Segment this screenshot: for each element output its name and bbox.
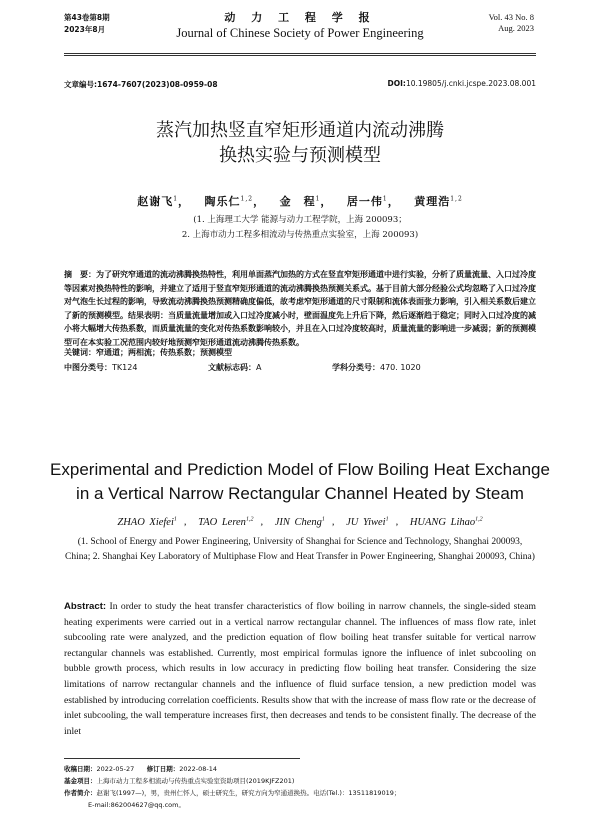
author-bio: 作者简介：赵谢飞(1997—)，男，贵州仁怀人，硕士研究生，研究方向为窄通道换热。电话(Tel.)：13511819019； xyxy=(64,789,401,797)
running-header xyxy=(0,0,600,52)
date-en: Aug. 2023 xyxy=(498,23,534,33)
title-en-line1: Experimental and Prediction Model of Flow Boiling Heat Exchange xyxy=(50,460,550,479)
header-rule-secondary xyxy=(64,55,536,56)
header-rule xyxy=(64,53,536,54)
keywords-label: 关键词： xyxy=(64,348,96,357)
subject-code: 学科分类号：470. 1020 xyxy=(331,363,421,372)
classification xyxy=(64,362,536,373)
doi xyxy=(388,79,536,88)
title-cn-line1: 蒸汽加热竖直窄矩形通道内流动沸腾 xyxy=(156,120,444,141)
author-cn: 黄理浩$^{1,2}$ xyxy=(414,195,463,208)
author-cn: 居一伟$^1$ xyxy=(346,195,388,208)
abstract-cn-label: 摘 要： xyxy=(64,270,96,279)
doi-value[interactable]: 10.19805/j.cnki.jcspe.2023.08.001 xyxy=(405,79,536,88)
title-cn-line2: 换热实验与预测模型 xyxy=(219,145,381,166)
fund: 基金项目：上海市动力工程多相流动与传热重点实验室资助项目(2019KJFZ201) xyxy=(64,777,295,785)
author-en: TAO Leren$^{1,2}$ xyxy=(198,516,254,528)
title-en-line2: in a Vertical Narrow Rectangular Channel Heated by Steam xyxy=(76,484,524,503)
affiliations-cn xyxy=(0,213,600,243)
title-cn xyxy=(0,118,600,168)
affiliations-en: (1. School of Energy and Power Engineering, University of Shanghai for Science and Technology, Shanghai 200093, China; 2. Shanghai Key Laboratory of Multiphase Flow and Heat Transfer in Power Engineering, Shanghai 200093, China) xyxy=(65,537,535,562)
abstract-en-label: Abstract: xyxy=(64,601,107,612)
article-number: 文章编号:1674-7607(2023)08-0959-08 xyxy=(64,80,218,89)
header-right xyxy=(489,12,534,34)
author-cn: 赵谢飞$^1$ xyxy=(137,195,179,208)
journal-name-en: Journal of Chinese Society of Power Engineering xyxy=(176,26,424,40)
affiliation-cn-1: (1. 上海理工大学 能源与动力工程学院，上海 200093； xyxy=(193,215,407,225)
author-cn: 金 程$^1$ xyxy=(279,195,321,208)
abstract-en-text: In order to study the heat transfer characteristics of flow boiling in narrow channels, the single-sided steam heating experiments were carried out in a vertical narrow rectangular channel. The influences of mass flow rate, inlet subcooling rate were analyzed, and the prediction equation of flow boiling heat transfer suitable for vertical narrow rectangular channels was established. Currently, most empirical formulas ignore the influence of inlet subcooling on bubble growth process, which results in low accuracy in predicting flow boiling heat transfer. Considering the size limitations of narrow rectangular channels and the influence of fluid surface tension, a new prediction model was established by introducing correlation coefficients. Results show that with the increase of mass flow rate or the decrease of inlet subcooling, the wall temperature increases first, then decreases and tends to be consistent finally. The decrease of the inlet xyxy=(64,601,536,737)
title-en xyxy=(0,458,600,506)
author-en: HUANG Lihao$^{1,2}$ xyxy=(409,516,483,528)
author-email[interactable]: E-mail:862004627@qq.com。 xyxy=(88,801,185,809)
volume-en: Vol. 43 No. 8 xyxy=(488,12,534,22)
footnote-rule xyxy=(64,758,300,759)
journal-name-cn: 动 力 工 程 学 报 xyxy=(224,11,376,24)
keywords-cn xyxy=(64,347,536,358)
document-code: 文献标志码：A xyxy=(207,363,262,372)
author-cn: 陶乐仁$^{1,2}$ xyxy=(204,195,254,208)
footnotes xyxy=(64,763,536,811)
abstract-en xyxy=(64,599,536,739)
abstract-cn-text: 为了研究窄通道的流动沸腾换热特性，利用单面蒸汽加热的方式在竖直窄矩形通道中进行实验，分析了质量流量、入口过冷度等因素对换热特性的影响，并建立了适用于竖直窄矩形通道的流动沸腾换热预测关系式。基于目前大部分经验公式均忽略了入口过冷度对气泡生长过程的影响，导致流动沸腾换热预测精确度偏低，故考虑窄矩形通道的尺寸限制和流体表面张力影响，引入相关系数后建立了新的预测模型。结果表明：当质量流量增加或入口过冷度减小时，壁面温度先上升后下降，然后逐渐趋于稳定；同时入口过冷度的减小将大幅增大传热系数，而质量流量的变化对传热系数影响较小，并且在入口过冷度较高时，质量流量的影响进一步减弱；新的预测模型可在本实验工况范围内较好地预测窄矩形通道流动沸腾传热系数。 xyxy=(64,269,536,347)
authors-cn: 赵谢飞$^1$， 陶乐仁$^{1,2}$， 金 程$^1$， 居一伟$^1$， 黄理浩$^{1,2}$ xyxy=(137,195,463,208)
date-cn: 2023年8月 xyxy=(64,25,106,34)
author-en: JIN Cheng$^1$ xyxy=(274,516,325,528)
authors-en: ZHAO Xiefei$^1$ , TAO Leren$^{1,2}$ , JIN Cheng$^1$ , JU Yiwei$^1$ , HUANG Lihao$^{1,2}$ xyxy=(117,516,483,528)
author-en: JU Yiwei$^1$ xyxy=(346,516,389,528)
dates: 收稿日期：2022-05-27 修订日期：2022-08-14 xyxy=(64,765,217,773)
affiliation-cn-2: 2. 上海市动力工程多相流动与传热重点实验室，上海 200093) xyxy=(181,230,419,240)
keywords-text: 窄通道；两相流；传热系数；预测模型 xyxy=(96,347,232,357)
author-en: ZHAO Xiefei$^1$ xyxy=(117,516,177,528)
volume-cn: 第43卷第8期 xyxy=(64,13,110,22)
doi-label: DOI: xyxy=(387,79,406,88)
abstract-cn xyxy=(64,268,536,350)
article-ids xyxy=(64,79,536,90)
clc-number: 中图分类号：TK124 xyxy=(64,363,138,372)
